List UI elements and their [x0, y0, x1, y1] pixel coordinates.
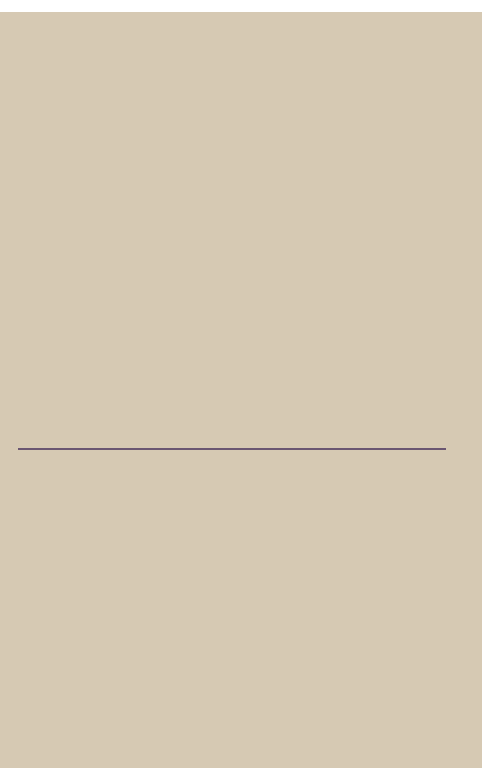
divider	[18, 448, 446, 450]
postcard	[0, 12, 482, 768]
